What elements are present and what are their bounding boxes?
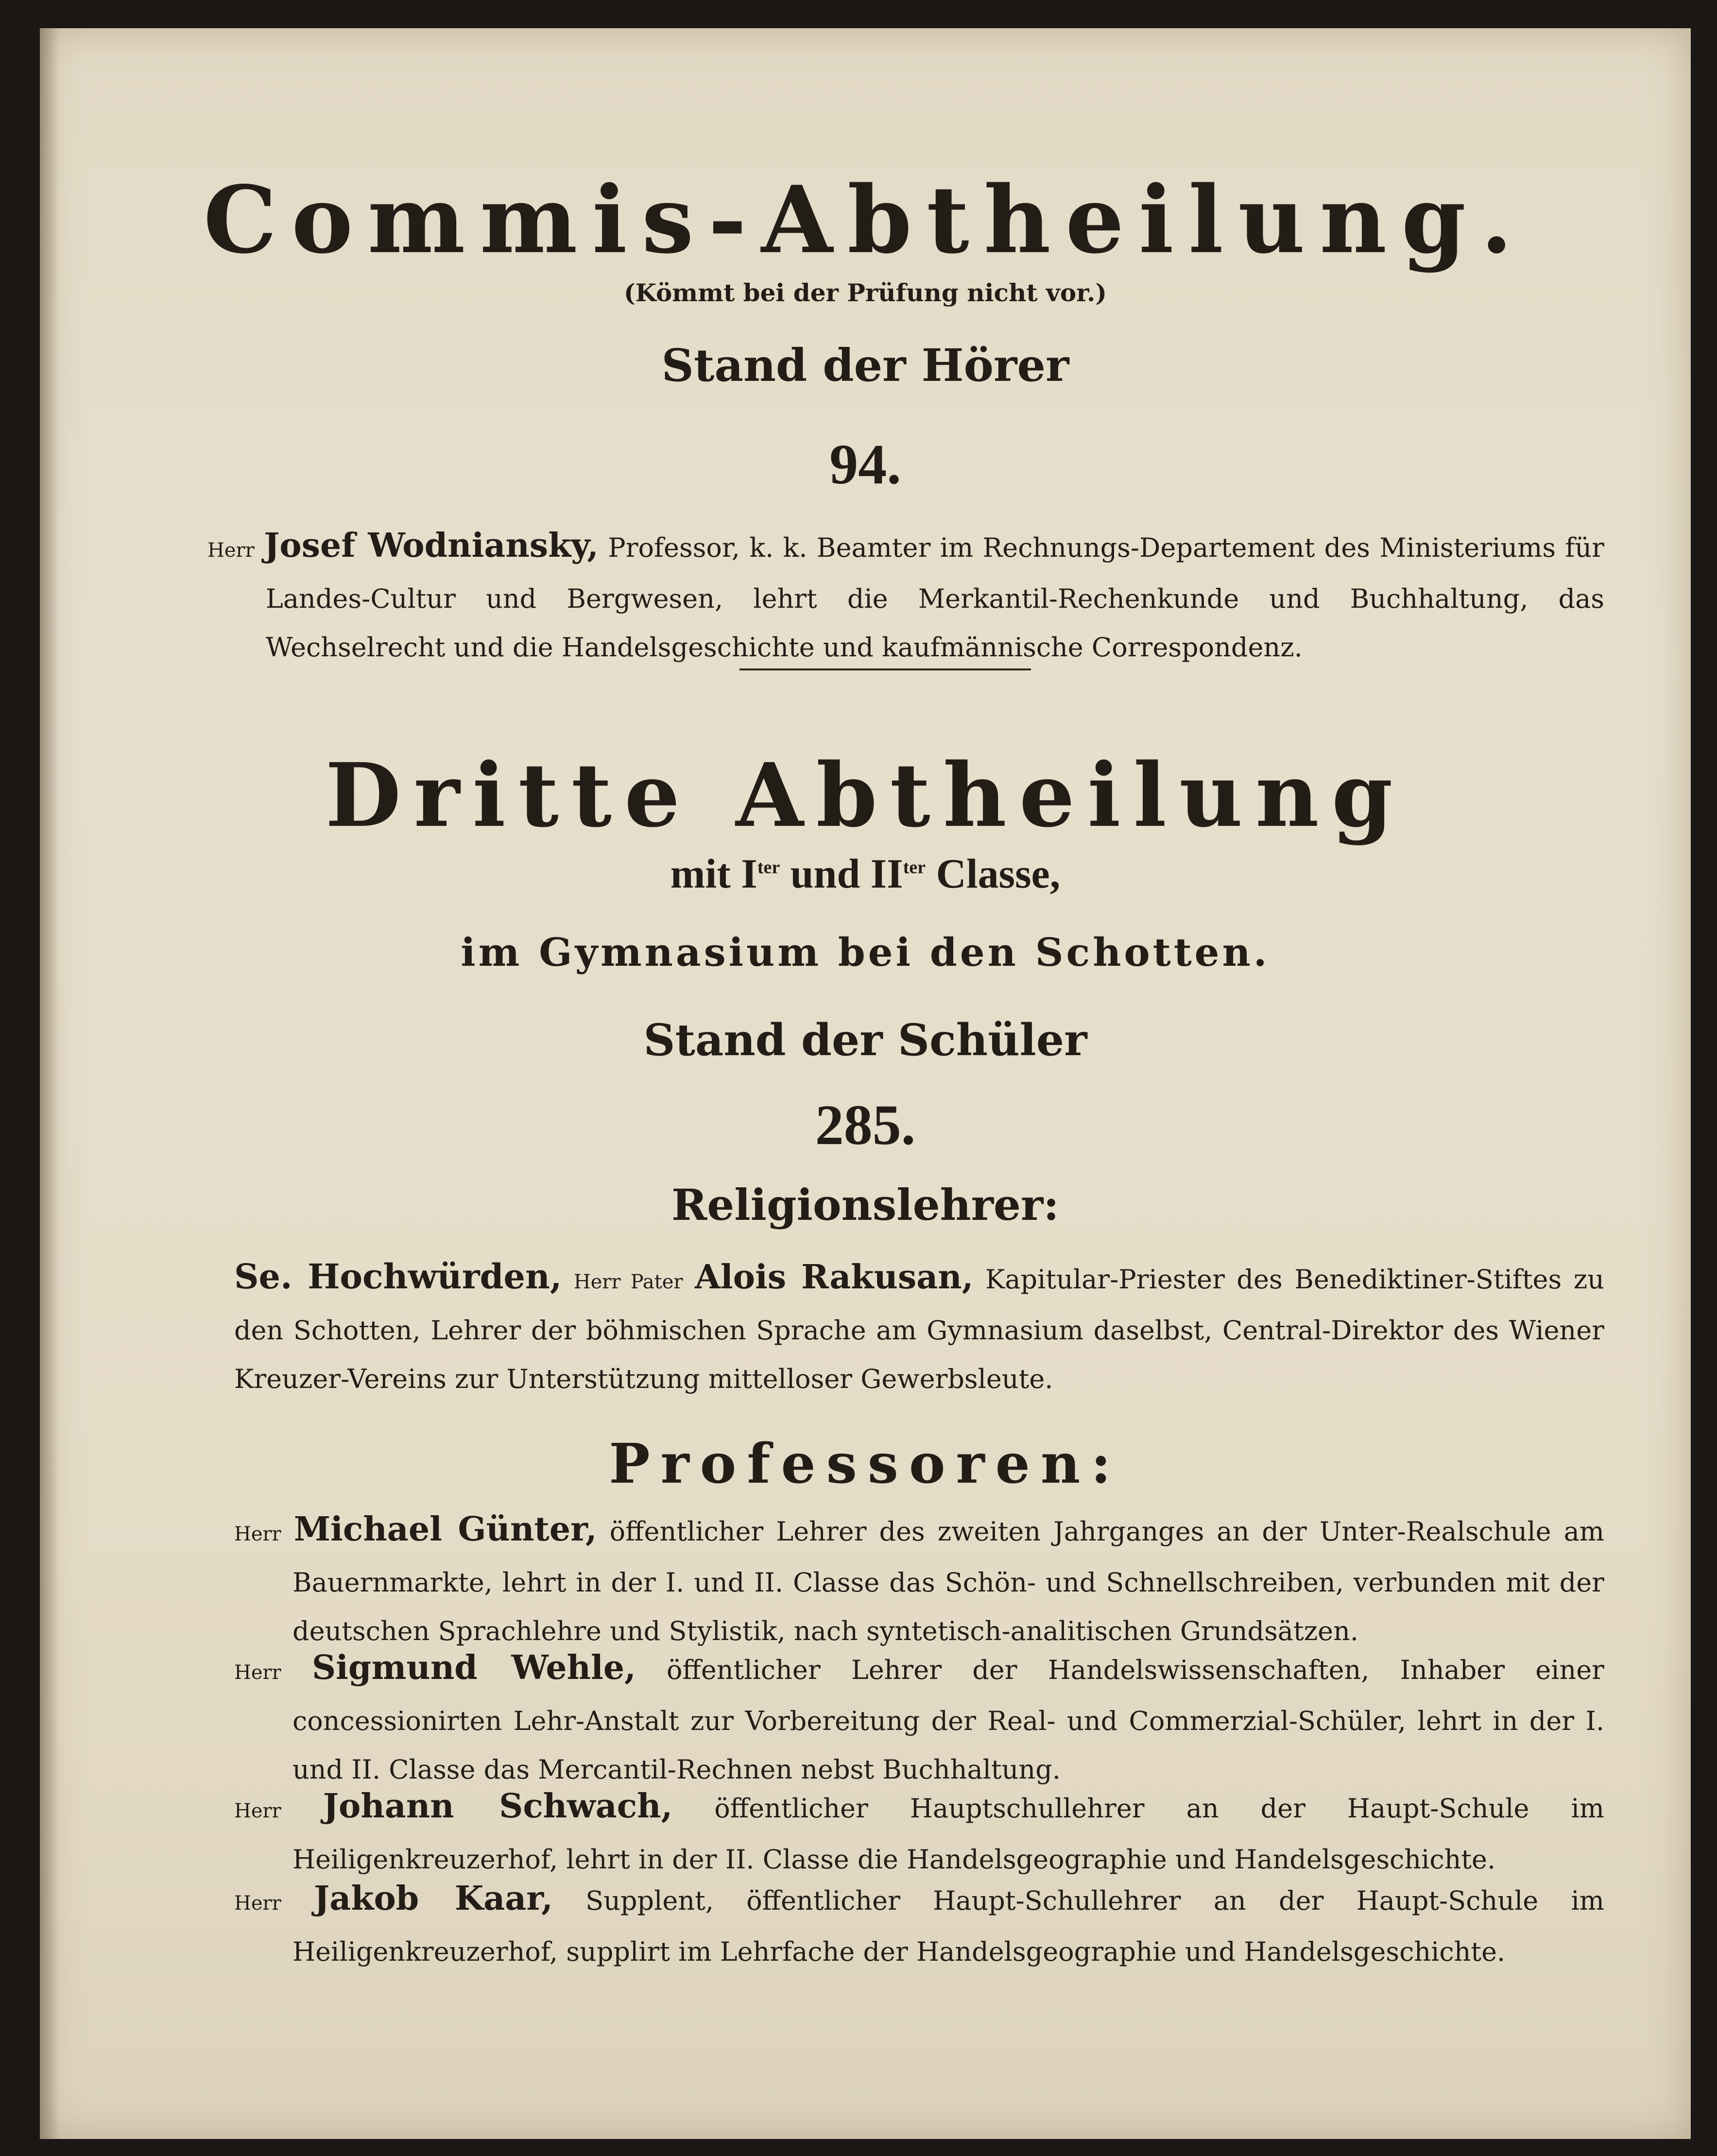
religion-heading: Religionslehrer:: [671, 1180, 1059, 1230]
section-divider: [739, 668, 1031, 670]
teacher-name: Alois Rakusan,: [695, 1258, 974, 1297]
teacher-description: Kapitular-Priester des Benediktiner-Stiftes zu den Schotten, Lehrer der böhmischen Sprache am Gymnasium daselbst, Central-Direktor des Wiener Kreuzer-Vereins zur Unterstützung mittelloser Gewerbsleute.: [234, 1264, 1604, 1394]
professor-entry: [234, 1505, 1604, 1656]
teacher-name: Michael Günter,: [293, 1510, 597, 1549]
teacher-name: Josef Wodniansky,: [264, 526, 599, 565]
teacher-description: Professor, k. k. Beamter im Rechnungs-Departement des Ministeriums für Landes-Cultur und Bergwesen, lehrt die Merkantil-Rechenkunde und Buchhaltung, das Wechselrecht und die Handelsgeschichte und kaufmännische Correspondenz.: [266, 532, 1604, 663]
teacher-description: Supplent, öffentlicher Haupt-Schullehrer an der Haupt-Schule im Heiligenkreuzerhof, supplirt im Lehrfache der Handelsgeographie und Handelsgeschichte.: [292, 1885, 1604, 1967]
dritte-title: Dritte Abtheilung: [325, 744, 1406, 847]
commis-count: 94.: [829, 432, 901, 496]
commis-note: (Kömmt bei der Prüfung nicht vor.): [623, 278, 1107, 307]
dritte-class-subtitle: mit $I^{ter}$ und $II^{ter}$ Classe,: [670, 850, 1061, 897]
teacher-name: Sigmund Wehle,: [311, 1648, 636, 1687]
teacher-title: Herr: [234, 1661, 281, 1684]
dritte-location: im Gymnasium bei den Schotten.: [461, 929, 1270, 975]
teacher-title: Herr: [234, 1800, 281, 1822]
commis-teacher-entry: [207, 521, 1604, 672]
teacher-name: Johann Schwach,: [323, 1787, 673, 1826]
professors-heading: Professoren:: [609, 1432, 1122, 1496]
commis-title: Commis-Abtheilung.: [203, 166, 1528, 274]
dritte-count: 285.: [815, 1093, 916, 1157]
teacher-honorific: Se. Hochwürden,: [234, 1256, 562, 1297]
teacher-description: öffentlicher Lehrer des zweiten Jahrganges an der Unter-Realschule am Bauernmarkte, lehrt in der I. und II. Classe das Schön- und Schnellschreiben, verbunden mit der deutschen Sprachlehre und Stylistik, nach syntetisch-analitischen Grundsätzen.: [292, 1516, 1604, 1646]
religion-teacher-entry: [234, 1252, 1604, 1403]
teacher-title: Herr: [234, 1523, 281, 1545]
teacher-title: Herr: [207, 539, 255, 562]
dritte-stand-label: Stand der Schüler: [643, 1014, 1087, 1066]
professor-entry: [234, 1874, 1604, 1976]
teacher-description: öffentlicher Hauptschullehrer an der Haupt-Schule im Heiligenkreuzerhof, lehrt in der II. Classe die Handelsgeographie und Handelsgeschichte.: [292, 1793, 1604, 1875]
professor-entry: [234, 1782, 1604, 1884]
professor-entry: [234, 1643, 1604, 1794]
teacher-title: Herr Pater: [573, 1271, 683, 1293]
teacher-title: Herr: [234, 1892, 281, 1915]
commis-stand-label: Stand der Hörer: [661, 339, 1069, 392]
teacher-name: Jakob Kaar,: [314, 1879, 553, 1918]
document-page: [40, 28, 1691, 2139]
teacher-description: öffentlicher Lehrer der Handelswissenschaften, Inhaber einer concessionirten Lehr-Anstalt zur Vorbereitung der Real- und Commerzial-Schüler, lehrt in der I. und II. Classe das Mercantil-Rechnen nebst Buchhaltung.: [292, 1655, 1604, 1785]
